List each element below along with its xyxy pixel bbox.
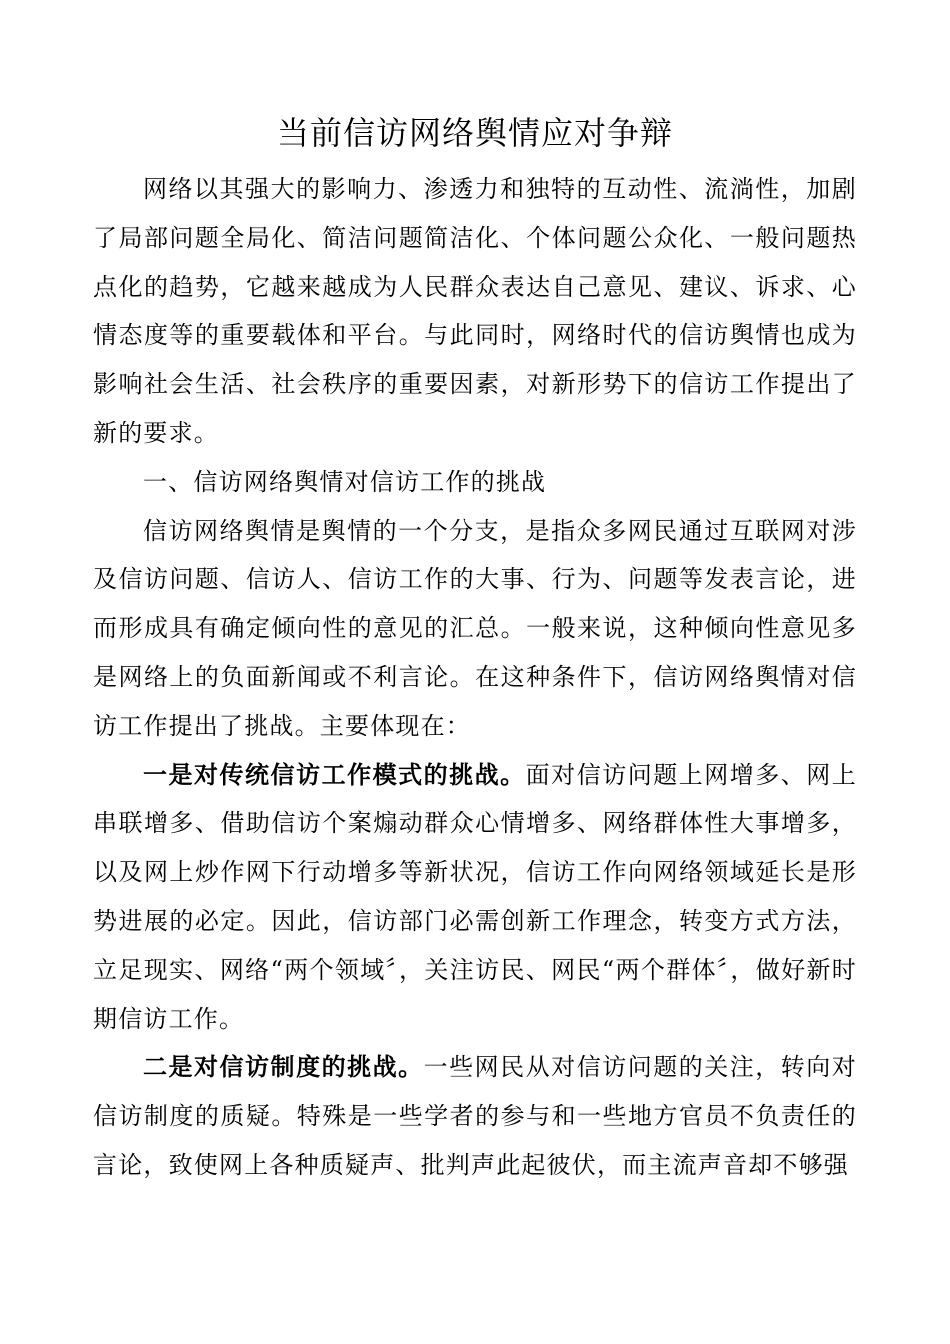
document-title: 当前信访网络舆情应对争辩 [276, 114, 673, 152]
point-one-text: 面对信访问题上网增多、网上串联增多、借助信访个案煽动群众心情增多、网络群体性大事增多，以及网上炒作网下行动增多等新状况，信访工作向网络领域延长是形势进展的必定。因此，信访部门必需创新工作理念，转变方式方法，立足现实、网络“两个领域〞，关注访民、网民“两个群体〞，做好新时期信访工作。 [93, 760, 858, 1033]
point-two-paragraph [93, 1043, 857, 1189]
point-one-paragraph [93, 751, 857, 1044]
intro-paragraph: 网络以其强大的影响力、渗透力和独特的互动性、流淌性，加剧了局部问题全局化、简洁问题简洁化、个体问题公众化、一般问题热点化的趋势，它越来越成为人民群众表达自己意见、建议、诉求、心情态度等的重要载体和平台。与此同时，网络时代的信访舆情也成为影响社会生活、社会秩序的重要因素，对新形势下的信访工作提出了新的要求。 [93, 175, 857, 447]
document-body [93, 165, 857, 1190]
point-one-lead: 一是对传统信访工作模式的挑战。 [143, 760, 526, 789]
point-two-lead: 二是对信访制度的挑战。 [143, 1053, 424, 1082]
section-paragraph: 信访网络舆情是舆情的一个分支，是指众多网民通过互联网对涉及信访问题、信访人、信访工作的大事、行为、问题等发表言论，进而形成具有确定倾向性的意见的汇总。一般来说，这种倾向性意见多是网络上的负面新闻或不利言论。在这种条件下，信访网络舆情对信访工作提出了挑战。主要体现在： [93, 516, 857, 740]
point-two-text: 一些网民从对信访问题的关注，转向对信访制度的质疑。特殊是一些学者的参与和一些地方官员不负责任的言论，致使网上各种质疑声、批判声此起彼伏，而主流声音却不够强 [93, 1053, 857, 1179]
section-heading: 一、信访网络舆情对信访工作的挑战 [143, 467, 547, 496]
